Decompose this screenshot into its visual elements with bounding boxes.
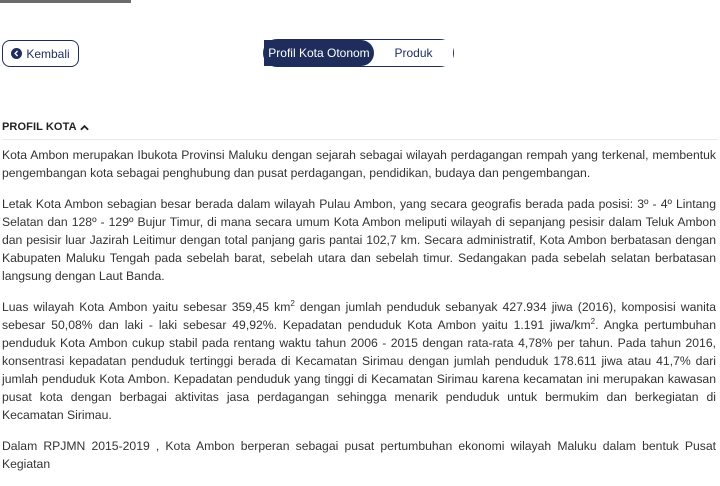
tab-profil-kota-otonom[interactable]: Profil Kota Otonom <box>264 40 374 66</box>
paragraph-intro: Kota Ambon merupakan Ibukota Provinsi Maluku dengan sejarah sebagai wilayah perdagangan rempah yang terkenal, membentuk pengembangan kota sebagai penghubung dan pusat perdagangan, pendidikan, budaya dan pengembangan. <box>2 148 716 180</box>
tab-produk[interactable]: Produk <box>374 40 453 66</box>
section-header-profil-kota[interactable] <box>2 121 89 133</box>
back-button[interactable] <box>2 40 79 67</box>
section-title: PROFIL KOTA <box>2 121 77 133</box>
paragraph-location: Letak Kota Ambon sebagian besar berada dalam wilayah Pulau Ambon, yang secara geografis berada pada posisi: 3º - 4º Lintang Selatan dan 128º - 129º Bujur Timur, di mana secara umum Kota Ambon meliputi wilayah di sepanjang pesisir dalam Teluk Ambon dan pesisir luar Jazirah Leitimur dengan total panjang garis pantai 102,7 km. Secara administratif, Kota Ambon berbatasan dengan Kabupaten Maluku Tengah pada sebelah barat, sebelah utara dan sebelah timur. Sedangakan pada sebelah selatan berbatasan langsung dengan Laut Banda. <box>2 197 716 283</box>
back-button-label: Kembali <box>26 46 70 61</box>
profile-content <box>2 146 716 486</box>
chevron-up-icon <box>80 124 89 131</box>
paragraph-rpjmn: Dalam RPJMN 2015-2019 , Kota Ambon berperan sebagai pusat pertumbuhan ekonomi wilayah Maluku dalam bentuk Pusat Kegiatan <box>2 439 716 471</box>
paragraph-population: Luas wilayah Kota Ambon yaitu sebesar 359,45 $km^2$ dengan jumlah penduduk sebanyak 427.934 jiwa (2016), komposisi wanita sebesar 50,08% dan laki - laki sebesar 49,92%. Kepadatan penduduk Kota Ambon yaitu 1.191 jiwa/$km^2$. Angka pertumbuhan penduduk Kota Ambon cukup stabil pada rentang waktu tahun 2006 - 2015 dengan rata-rata 4,78% per tahun. Pada tahun 2016, konsentrasi kepadatan penduduk tertinggi berada di Kecamatan Sirimau dengan jumlah penduduk 178.611 jiwa atau 41,7% dari jumlah penduduk Kota Ambon. Kepadatan penduduk yang tinggi di Kecamatan Sirimau karena kecamatan ini merupakan kawasan pusat kota dengan berbagai aktivitas jasa perdagangan sehingga menarik penduduk untuk bermukim dan berkegiatan di Kecamatan Sirimau. <box>2 298 716 422</box>
section-divider <box>2 139 718 140</box>
tab-group <box>263 39 454 67</box>
arrow-left-circle-icon <box>11 48 22 59</box>
header-image <box>0 0 131 3</box>
